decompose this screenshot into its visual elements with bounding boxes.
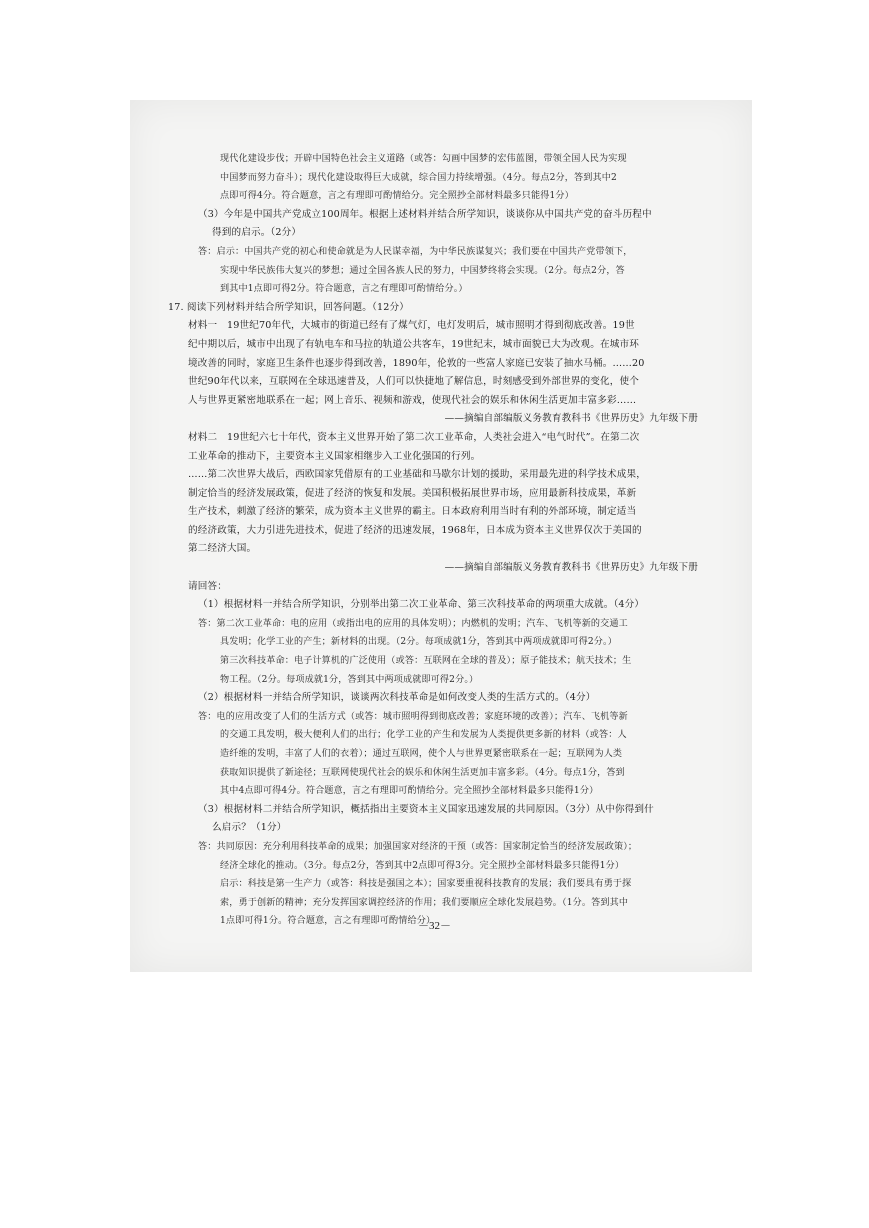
text-line: 其中4点即可得4分。符合题意，言之有理即可酌情给分。完全照抄全部材料最多只能得1分） bbox=[220, 786, 599, 797]
text-line: 造纤维的发明，丰富了人们的衣着）；通过互联网，使个人与世界更紧密联系在一起；互联网为人类 bbox=[220, 749, 623, 759]
text-line: （3）今年是中国共产党成立100周年。根据上述材料并结合所学知识，谈谈你从中国共产党的奋斗历程中 bbox=[198, 208, 652, 220]
text-line: ——摘编自部编版义务教育教科书《世界历史》九年级下册 bbox=[444, 562, 698, 574]
text-line: 1点即可得1分。符合题意，言之有理即可酌情给分） bbox=[220, 916, 436, 927]
text-line: （1）根据材料一并结合所学知识，分别举出第二次工业革命、第三次科技革命的两项重大成就。（4分） bbox=[198, 599, 645, 611]
text-line: 的经济政策，大力引进先进技术，促进了经济的迅速发展，1968年，日本成为资本主义世界仅次于美国的 bbox=[188, 524, 642, 536]
text-line: 请回答： bbox=[188, 580, 227, 592]
text-line: 现代化建设步伐；开辟中国特色社会主义道路（或答：勾画中国梦的宏伟蓝图，带领全国人民为实现 bbox=[220, 154, 627, 164]
text-line: （3）根据材料二并结合所学知识，概括指出主要资本主义国家迅速发展的共同原因。（3分）从中你得到什 bbox=[198, 803, 654, 815]
exam-answer-sheet bbox=[168, 150, 708, 931]
text-line: ……第二次世界大战后，西欧国家凭借原有的工业基础和马歇尔计划的援助，采用最先进的科学技术成果， bbox=[188, 469, 646, 481]
text-line: 到其中1点即可得2分。符合题意，言之有理即可酌情给分。） bbox=[220, 284, 468, 295]
text-line: 么启示？（1分） bbox=[212, 822, 287, 834]
text-line: 制定恰当的经济发展政策，促进了经济的恢复和发展。美国积极拓展世界市场，应用最新科技成果，革新 bbox=[188, 487, 637, 499]
text-line: 答：启示：中国共产党的初心和使命就是为人民谋幸福，为中华民族谋复兴；我们要在中国共产党带领下， bbox=[198, 246, 633, 257]
text-line: 的交通工具发明，极大便利人们的出行；化学工业的产生和发展为人类提供更多新的材料（或答：人 bbox=[220, 730, 627, 741]
text-line: 点即可得4分。符合题意，言之有理即可酌情给分。完全照抄全部材料最多只能得1分） bbox=[220, 191, 574, 202]
text-line: 答：第二次工业革命：电的应用（或指出电的应用的具体发明）；内燃机的发明；汽车、飞机等新的交通工 bbox=[198, 618, 628, 629]
text-line: 物工程。（2分。每项成就1分，答到其中两项成就即可得2分。） bbox=[220, 674, 479, 685]
text-line: 中国梦而努力奋斗）；现代化建设取得巨大成就，综合国力持续增强。（4分。每点2分，答到其中2 bbox=[220, 172, 617, 183]
text-line: 索，勇于创新的精神；充分发挥国家调控经济的作用；我们要顺应全球化发展趋势。（1分。答到其中 bbox=[220, 897, 629, 908]
text-line: 第二经济大国。 bbox=[188, 543, 257, 555]
text-line: 答：共同原因：充分利用科技革命的成果；加强国家对经济的干预（或答：国家制定恰当的经济发展政策）； bbox=[198, 841, 638, 852]
text-line: （2）根据材料一并结合所学知识，谈谈两次科技革命是如何改变人类的生活方式的。（4分） bbox=[198, 692, 596, 704]
text-line: 经济全球化的推动。（3分。每点2分，答到其中2点即可得3分。完全照抄全部材料最多只能得1分） bbox=[220, 860, 625, 871]
text-line: 纪中期以后，城市中出现了有轨电车和马拉的轨道公共客车，19世纪末，城市面貌已大为改观。在城市环 bbox=[188, 338, 639, 350]
text-line: 世纪90年代以来，互联网在全球迅速普及，人们可以快捷地了解信息，时刻感受到外部世界的变化，使个 bbox=[188, 376, 639, 388]
text-line: 17. 阅读下列材料并结合所学知识，回答问题。（12分） bbox=[168, 301, 409, 313]
text-line: 实现中华民族伟大复兴的梦想；通过全国各族人民的努力，中国梦终将会实现。（2分。每点2分，答 bbox=[220, 265, 625, 276]
text-line: 境改善的同时，家庭卫生条件也逐步得到改善，1890年，伦敦的一些富人家庭已安装了抽水马桶。……20 bbox=[188, 357, 645, 369]
text-line: 人与世界更紧密地联系在一起；网上音乐、视频和游戏，使现代社会的娱乐和休闲生活更加丰富多彩…… bbox=[188, 394, 637, 406]
text-line: 得到的启示。（2分） bbox=[212, 227, 302, 239]
text-line: 启示：科技是第一生产力（或答：科技是强国之本）；国家要重视科技教育的发展；我们要具有勇于探 bbox=[220, 879, 632, 890]
text-line: 工业革命的推动下，主要资本主义国家相继步入工业化强国的行列。 bbox=[188, 450, 481, 462]
text-line: 材料二 19世纪六七十年代，资本主义世界开始了第二次工业革命，人类社会进入“电气时代”。在第二次 bbox=[188, 431, 640, 443]
text-line: ——摘编自部编版义务教育教科书《世界历史》九年级下册 bbox=[444, 413, 698, 425]
text-line: 生产技术，刺激了经济的繁荣，成为资本主义世界的霸主。日本政府利用当时有利的外部环境，制定适当 bbox=[188, 506, 637, 518]
text-line: 材料一 19世纪70年代，大城市的街道已经有了煤气灯，电灯发明后，城市照明才得到彻底改善。19世 bbox=[188, 320, 635, 332]
text-line: 获取知识提供了新途径；互联网使现代社会的娱乐和休闲生活更加丰富多彩。（4分。每点1分，答到 bbox=[220, 767, 625, 778]
text-line: 第三次科技革命：电子计算机的广泛使用（或答：互联网在全球的普及）；原子能技术；航天技术；生 bbox=[220, 656, 632, 667]
page-number: －32－ bbox=[418, 920, 451, 932]
text-line: 答：电的应用改变了人们的生活方式（或答：城市照明得到彻底改善；家庭环境的改善）；汽车、飞机等新 bbox=[198, 711, 628, 722]
text-line: 具发明；化学工业的产生；新材料的出现。（2分。每项成就1分，答到其中两项成就即可得2分。） bbox=[220, 637, 617, 648]
